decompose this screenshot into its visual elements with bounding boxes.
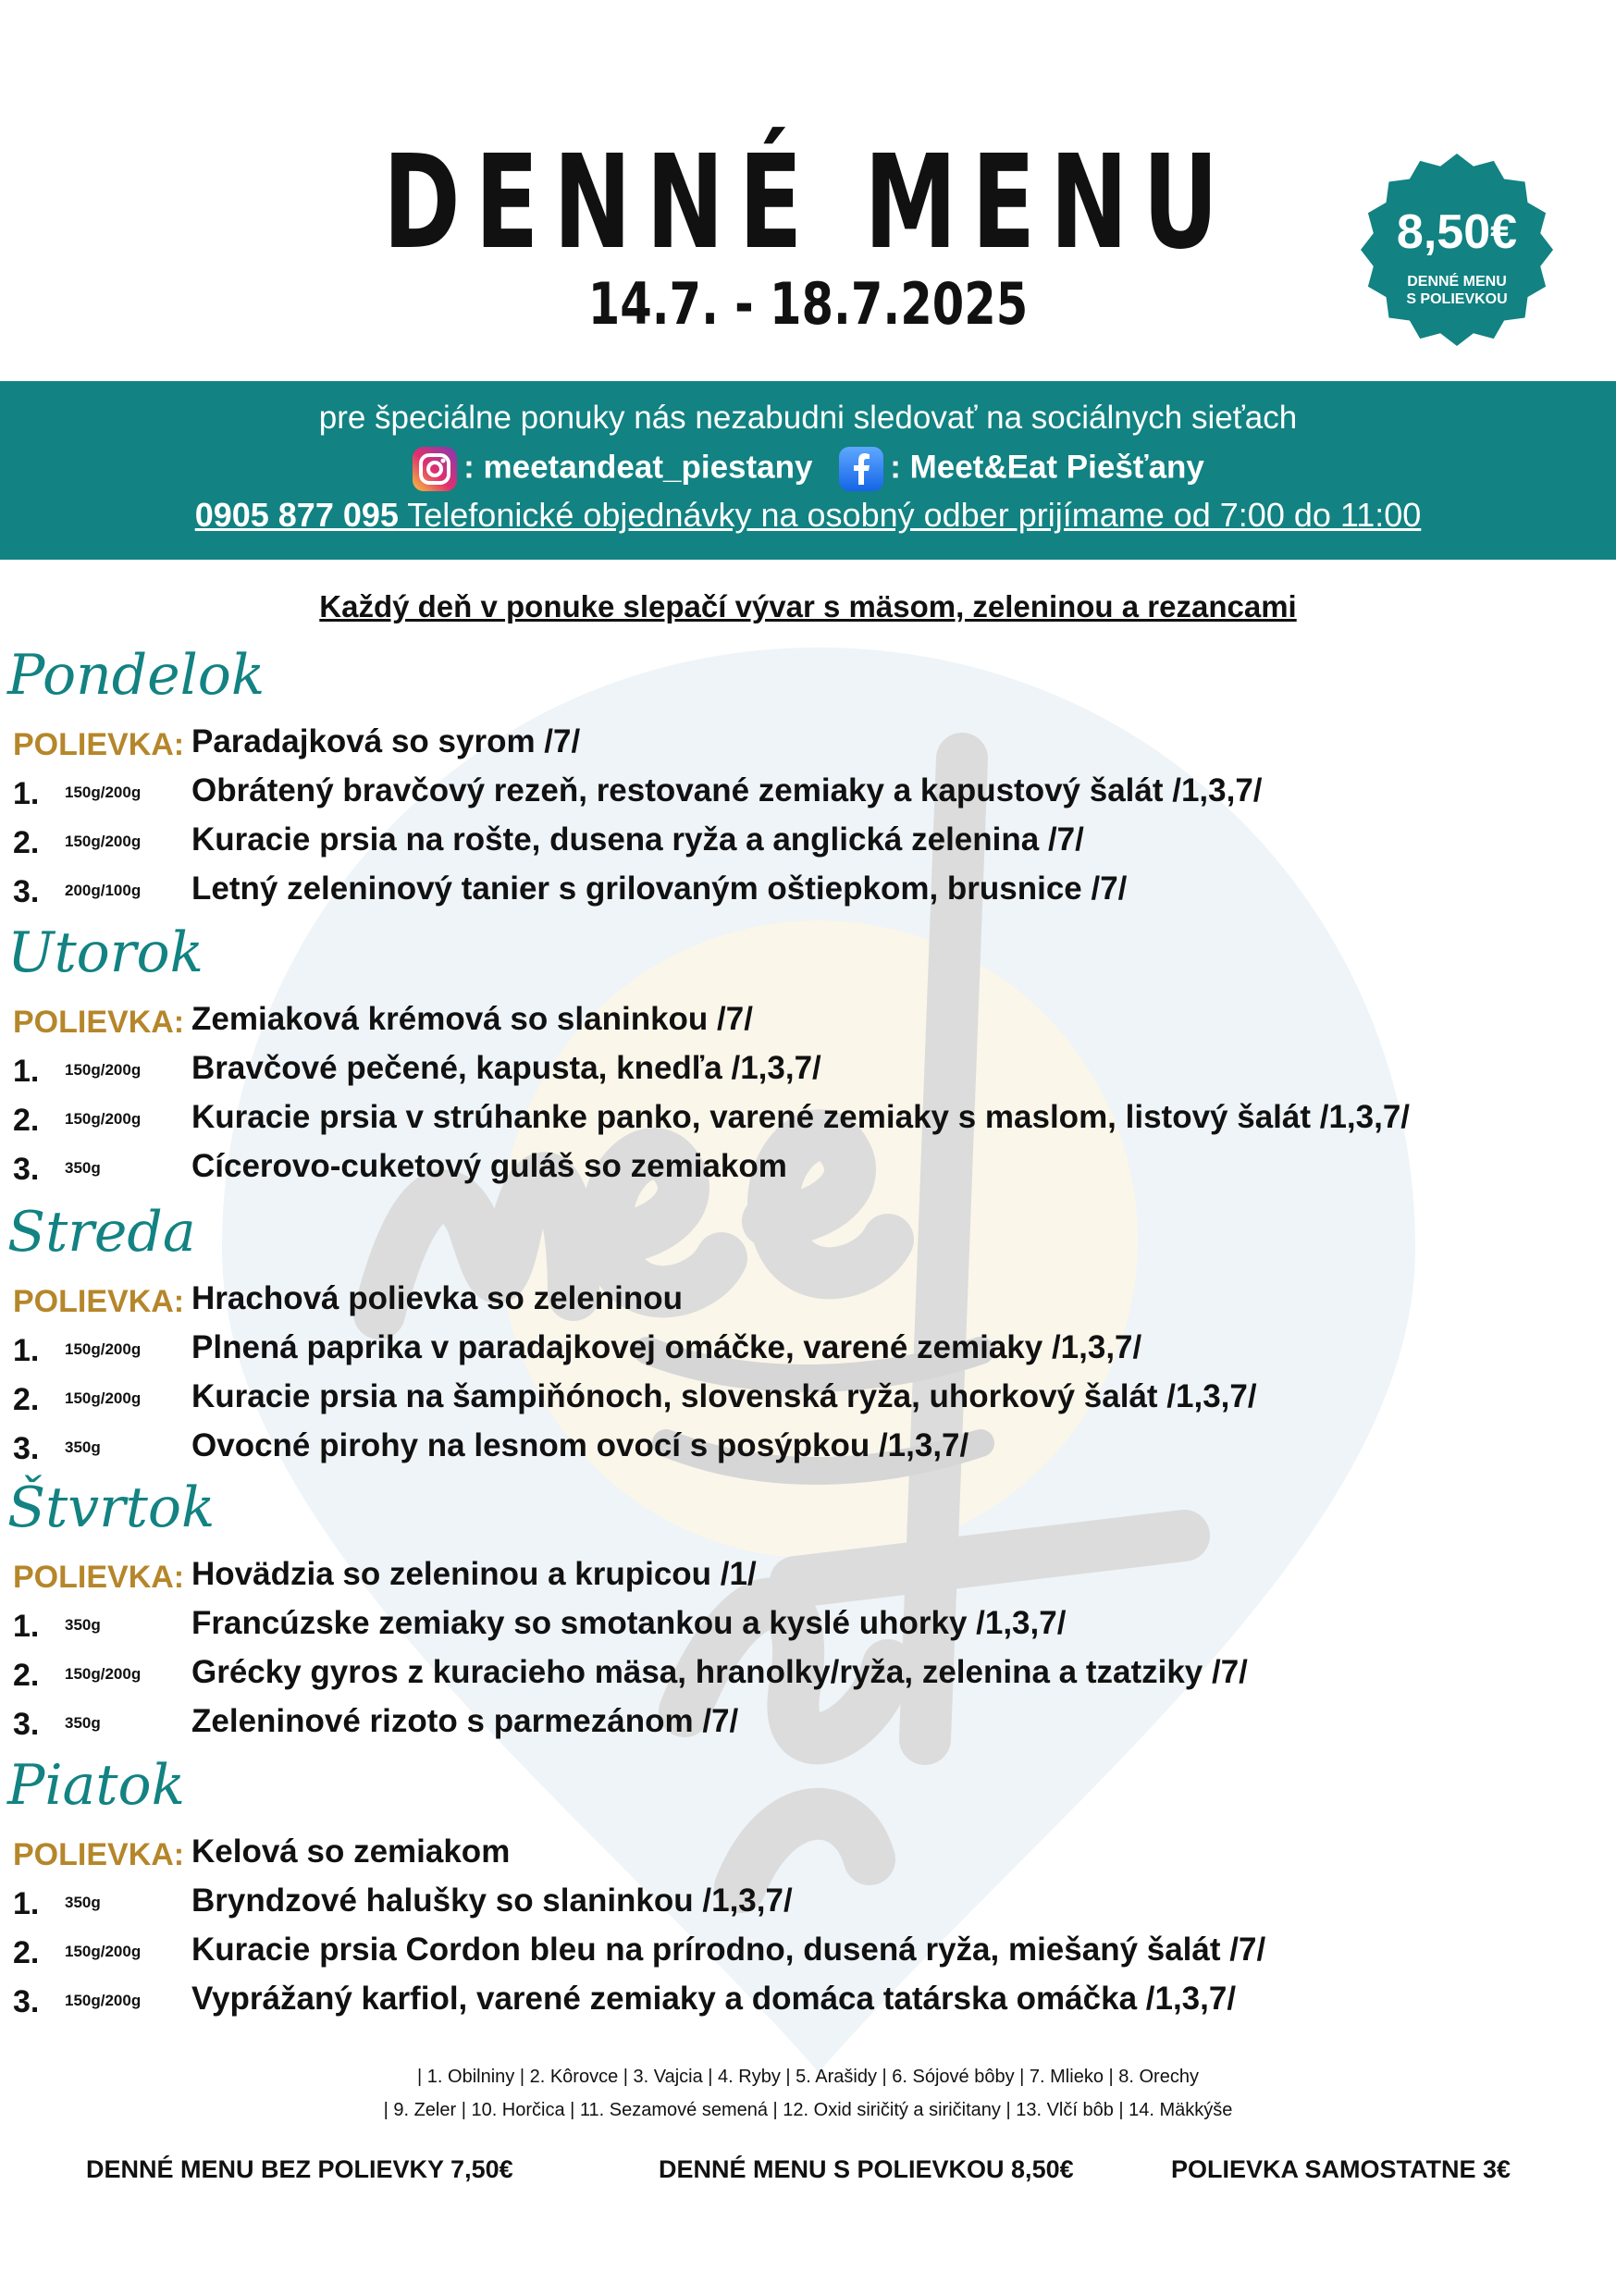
item-weight: 350g (65, 1616, 101, 1634)
page-title: DENNÉ MENU (383, 128, 1233, 278)
badge-label (1360, 273, 1554, 308)
item-number: 1. (13, 1333, 40, 1368)
item-dish: Francúzske zemiaky so smotankou a kyslé uhorky /1,3,7/ (191, 1605, 1067, 1641)
order-info (0, 496, 1616, 535)
order-note: Telefonické objednávky na osobný odber prijímame od 7:00 do 11:00 (398, 496, 1422, 534)
soup-dish: Zemiaková krémová so slaninkou /7/ (191, 1001, 753, 1037)
item-number: 1. (13, 1054, 40, 1089)
item-dish: Zeleninové rizoto s parmezánom /7/ (191, 1703, 739, 1739)
day-heading: Piatok (7, 1753, 185, 1818)
item-dish: Plnená paprika v paradajkovej omáčke, varené zemiaky /1,3,7/ (191, 1329, 1142, 1365)
price-badge (1360, 153, 1554, 347)
item-number: 2. (13, 1658, 40, 1693)
item-weight: 150g/200g (65, 1389, 142, 1407)
item-weight: 150g/200g (65, 1061, 142, 1079)
badge-price: 8,50€ (1396, 205, 1518, 259)
info-banner (0, 381, 1616, 560)
instagram-handle[interactable]: : meetandeat_piestany (463, 449, 813, 486)
item-number: 1. (13, 1609, 40, 1644)
item-weight: 150g/200g (65, 1992, 142, 2009)
item-dish: Ovocné pirohy na lesnom ovocí s posýpkou /1,3,7/ (191, 1427, 969, 1463)
item-weight: 150g/200g (65, 1665, 142, 1683)
item-dish: Bryndzové halušky so slaninkou /1,3,7/ (191, 1882, 793, 1919)
item-weight: 350g (65, 1894, 101, 1911)
price-with-soup: DENNÉ MENU S POLIEVKOU 8,50€ (659, 2155, 1074, 2183)
item-dish: Vyprážaný karfiol, varené zemiaky a domáca tatárska omáčka /1,3,7/ (191, 1981, 1237, 2017)
item-number: 2. (13, 1382, 40, 1417)
item-weight: 200g/100g (65, 882, 142, 899)
day-heading: Štvrtok (7, 1475, 216, 1540)
item-number: 2. (13, 1935, 40, 1970)
instagram-icon[interactable] (412, 446, 458, 492)
menu-dates: 14.7. - 18.7.2025 (587, 270, 1029, 338)
item-dish: Bravčové pečené, kapusta, knedľa /1,3,7/ (191, 1050, 821, 1086)
item-weight: 150g/200g (65, 1110, 142, 1128)
item-weight: 350g (65, 1438, 101, 1456)
item-dish: Obrátený bravčový rezeň, restované zemiaky a kapustový šalát /1,3,7/ (191, 772, 1263, 809)
phone-number[interactable]: 0905 877 095 (194, 496, 399, 534)
allergens-line-1: | 1. Obilniny | 2. Kôrovce | 3. Vajcia | 4. Ryby | 5. Arašidy | 6. Sójové bôby | 7. Mlieko | 8. Orechy (417, 2067, 1199, 2087)
item-number: 2. (13, 1103, 40, 1138)
item-number: 3. (13, 1431, 40, 1466)
soup-label: POLIEVKA: (13, 727, 185, 762)
soup-label: POLIEVKA: (13, 1284, 185, 1319)
price-soup-only: POLIEVKA SAMOSTATNE 3€ (1171, 2155, 1511, 2183)
item-weight: 150g/200g (65, 784, 142, 801)
item-number: 1. (13, 776, 40, 811)
item-dish: Letný zeleninový tanier s grilovaným oštiepkom, brusnice /7/ (191, 870, 1128, 907)
facebook-icon[interactable] (838, 446, 884, 492)
badge-label-line1: DENNÉ MENU (1407, 274, 1507, 290)
day-heading: Streda (7, 1200, 196, 1265)
soup-dish: Hrachová polievka so zeleninou (191, 1280, 683, 1316)
item-dish: Kuracie prsia v strúhanke panko, varené zemiaky s maslom, listový šalát /1,3,7/ (191, 1099, 1411, 1135)
soup-dish: Paradajková so syrom /7/ (191, 723, 581, 759)
social-links (0, 446, 1616, 492)
allergens-line-2: | 9. Zeler | 10. Horčica | 11. Sezamové semená | 12. Oxid siričitý a siričitany | 13. Vlčí bôb | 14. Mäkkýše (383, 2100, 1233, 2120)
item-number: 3. (13, 1152, 40, 1187)
item-weight: 150g/200g (65, 1943, 142, 1960)
day-heading: Utorok (7, 920, 204, 985)
item-weight: 350g (65, 1714, 101, 1732)
facebook-page[interactable]: : Meet&Eat Piešťany (890, 449, 1204, 486)
item-weight: 350g (65, 1159, 101, 1177)
item-dish: Grécky gyros z kuracieho mäsa, hranolky/ryža, zelenina a tzatziky /7/ (191, 1654, 1248, 1690)
soup-label: POLIEVKA: (13, 1560, 185, 1595)
badge-label-line2: S POLIEVKOU (1406, 291, 1508, 307)
item-number: 3. (13, 1707, 40, 1742)
item-weight: 150g/200g (65, 833, 142, 850)
soup-dish: Kelová so zemiakom (191, 1833, 511, 1870)
item-number: 3. (13, 874, 40, 909)
item-number: 2. (13, 825, 40, 860)
social-note: pre špeciálne ponuky nás nezabudni sledovať na sociálnych sieťach (318, 400, 1298, 436)
item-number: 3. (13, 1984, 40, 2019)
daily-offer: Každý deň v ponuke slepačí vývar s mäsom, zeleninou a rezancami (319, 589, 1297, 623)
item-number: 1. (13, 1886, 40, 1921)
soup-label: POLIEVKA: (13, 1005, 185, 1040)
day-heading: Pondelok (7, 643, 265, 708)
item-dish: Kuracie prsia na šampiňónoch, slovenská ryža, uhorkový šalát /1,3,7/ (191, 1378, 1257, 1414)
item-dish: Kuracie prsia Cordon bleu na prírodno, dusená ryža, miešaný šalát /7/ (191, 1932, 1266, 1968)
soup-dish: Hovädzia so zeleninou a krupicou /1/ (191, 1556, 757, 1592)
price-without-soup: DENNÉ MENU BEZ POLIEVKY 7,50€ (86, 2155, 513, 2183)
item-dish: Kuracie prsia na rošte, dusena ryža a anglická zelenina /7/ (191, 821, 1084, 858)
item-dish: Cícerovo-cuketový guláš so zemiakom (191, 1148, 787, 1184)
soup-label: POLIEVKA: (13, 1837, 185, 1872)
item-weight: 150g/200g (65, 1340, 142, 1358)
